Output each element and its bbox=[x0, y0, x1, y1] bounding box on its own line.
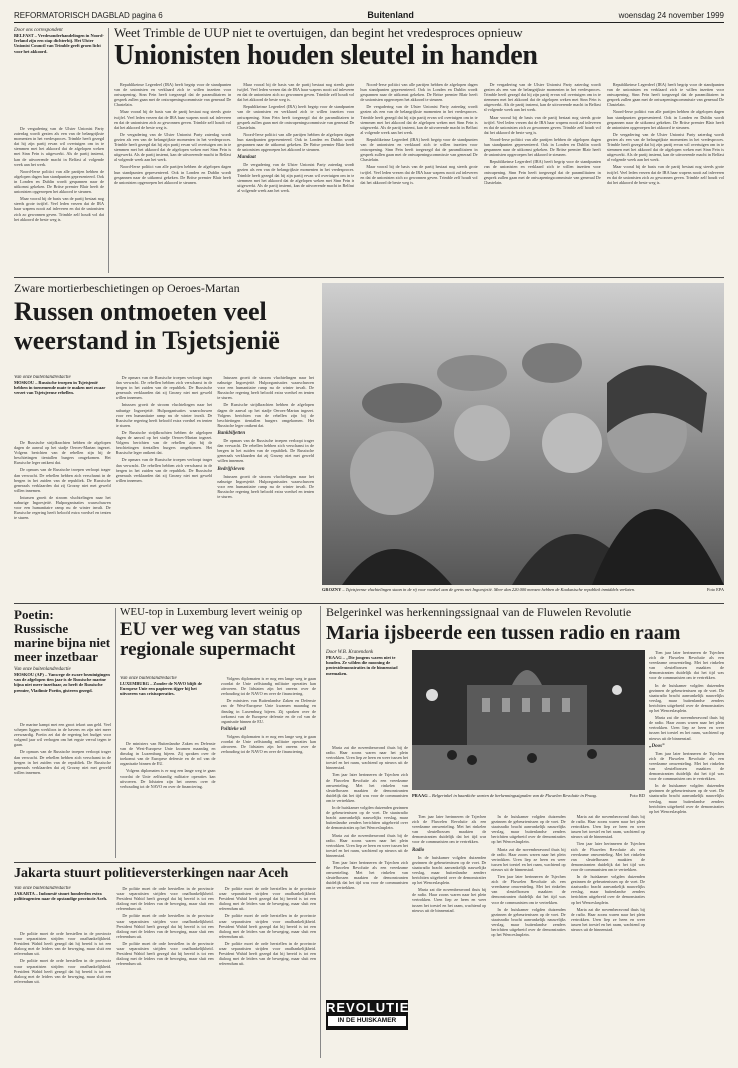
article-subhead: Radio bbox=[412, 847, 425, 853]
article-byline: Van onze buitenlandredactie bbox=[14, 886, 71, 891]
caption-text: Belgerinkel in haardiche warten de herkenningssignalen van de Fluwelen Revolutie in Praag. bbox=[432, 793, 597, 798]
article-ulster-left-column bbox=[14, 28, 104, 273]
article-byline: Van onze buitenlandredactie bbox=[14, 375, 71, 380]
section-divider bbox=[14, 277, 724, 278]
masthead bbox=[14, 8, 724, 23]
article-headline: Maria ijsbeerde een tussen radio en raam bbox=[326, 622, 681, 644]
article-prague-left-column: Door W.B. Kranendonk PRAAG – „Die jongens waren niet te houden. Ze wilden die mooning de protestdemonstraties in de binnenstad meemaken. Maria zat die novemberavond thuis bij de radio. Haar zoons waren naar het plein vertrokken. Uren liep ze heen en weer tussen het toestel en het raam, wachtend op nieuws uit de binnenstad. Tien jaar later herinneren de Tsjechen zich de Fluwelen Revolutie als een vreedzame omwenteling. Met het rinkelen van sleutelbossen maakten de demonstranten duidelijk dat het tijd was voor de communisten om te vertrekken. In de huiskamer volgden duizenden gezinnen de gebeurtenissen op de voet. De staatsradio bracht aanvankelijk nauwelijks verslag, maar buitenlandse zenders berichtten uitgebreid over de demonstraties op het Wenceslasplein. Maria zat die novemberavond thuis bij de radio. Haar zoons waren naar het plein vertrokken. Uren liep ze heen en weer tussen het toestel en het raam, wachtend op nieuws uit de binnenstad. Tien jaar later herinneren de Tsjechen zich de Fluwelen Revolutie als een vreedzame omwenteling. Met het rinkelen van sleutelbossen maakten de demonstranten duidelijk dat het tijd was voor de communisten om te vertrekken. bbox=[326, 650, 408, 891]
article-chechnya-header bbox=[14, 281, 314, 355]
photo-caption: PRAAG – Belgerinkel in haardiche warten de herkenningssignalen van de Fluwelen Revolutie in Praag. Foto RD bbox=[412, 793, 645, 798]
article-intro: LUXEMBURG – Zonder de NAVO blijft de Europese Unie een papieren tijger bij het uitvoeren van crisisoperaties. bbox=[120, 681, 202, 697]
article-headline: Unionisten houden sleutel in handen bbox=[114, 40, 538, 71]
article-kicker: Belgerinkel was herkenningssignaal van de Fluwelen Revolutie bbox=[326, 605, 632, 619]
article-ulster-body: Republikeinse Legerdeel (IRA) heeft begrip voor de standpunten van de unionisten en verklaard zich te willen inzetten voor ontwapening. Sinn Fein heeft toegezegd dat de paramilitairen in gesprek zullen gaan met de ontwapeningscommissie van generaal De Chastelain. Maar vooral bij de basis van de partij bestaat nog steeds grote twijfel. Veel leden vrezen dat de IRA haar wapens nooit zal inleveren en dat de unionisten zich zo gewonnen geven. Trimble zelf houdt vol dat het akkoord de beste weg is. De vergadering van de Ulster Unionist Party zaterdag wordt gezien als een van de belangrijkste momenten in het vredesproces. Trimble heeft gezegd dat hij zijn partij ervan wil overtuigen om in te stemmen met het akkoord dat de afgelopen weken met Sinn Fein is uitgewerkt. Als de partij instemt, kan de uitvoerende macht in Belfast al volgende week aan het werk. Noord-Ierse politici van alle partijen hebben de afgelopen dagen hun standpunten gepresenteerd. Ook in Londen en Dublin wordt gespannen naar de uitkomst gekeken. De Britse premier Blair heeft de unionisten opgeroepen het akkoord te steunen. Maar vooral bij de basis van de partij bestaat nog steeds grote twijfel. Veel leden vrezen dat de IRA haar wapens nooit zal inleveren en dat de unionisten zich zo gewonnen geven. Trimble zelf houdt vol dat het akkoord de beste weg is. Republikeinse Legerdeel (IRA) heeft begrip voor de standpunten van de unionisten en verklaard zich te willen inzetten voor ontwapening. Sinn Fein heeft toegezegd dat de paramilitairen in gesprek zullen gaan met de ontwapeningscommissie van generaal De Chastelain. Noord-Ierse politici van alle partijen hebben de afgelopen dagen hun standpunten gepresenteerd. Ook in Londen en Dublin wordt gespannen naar de uitkomst gekeken. De Britse premier Blair heeft de unionisten opgeroepen het akkoord te steunen. Mandaat De vergadering van de Ulster Unionist Party zaterdag wordt gezien als een van de belangrijkste momenten in het vredesproces. Trimble heeft gezegd dat hij zijn partij ervan wil overtuigen om in te stemmen met het akkoord dat de afgelopen weken met Sinn Fein is uitgewerkt. Als de partij instemt, kan de uitvoerende macht in Belfast al volgende week aan het werk. Noord-Ierse politici van alle partijen hebben de afgelopen dagen hun standpunten gepresenteerd. Ook in Londen en Dublin wordt gespannen naar de uitkomst gekeken. De Britse premier Blair heeft de unionisten opgeroepen het akkoord te steunen. De vergadering van de Ulster Unionist Party zaterdag wordt gezien als een van de belangrijkste momenten in het vredesproces. Trimble heeft gezegd dat hij zijn partij ervan wil overtuigen om in te stemmen met het akkoord dat de afgelopen weken met Sinn Fein is uitgewerkt. Als de partij instemt, kan de uitvoerende macht in Belfast al volgende week aan het werk. Republikeinse Legerdeel (IRA) heeft begrip voor de standpunten van de unionisten en verklaard zich te willen inzetten voor ontwapening. Sinn Fein heeft toegezegd dat de paramilitairen in gesprek zullen gaan met de ontwapeningscommissie van generaal De Chastelain. Maar vooral bij de basis van de partij bestaat nog steeds grote twijfel. Veel leden vrezen dat de IRA haar wapens nooit zal inleveren en dat de unionisten zich zo gewonnen geven. Trimble zelf houdt vol dat het akkoord de beste weg is. De vergadering van de Ulster Unionist Party zaterdag wordt gezien als een van de belangrijkste momenten in het vredesproces. Trimble heeft gezegd dat hij zijn partij ervan wil overtuigen om in te stemmen met het akkoord dat de afgelopen weken met Sinn Fein is uitgewerkt. Als de partij instemt, kan de uitvoerende macht in Belfast al volgende week aan het werk. Maar vooral bij de basis van de partij bestaat nog steeds grote twijfel. Veel leden vrezen dat de IRA haar wapens nooit zal inleveren en dat de unionisten zich zo gewonnen geven. Trimble zelf houdt vol dat het akkoord de beste weg is. Noord-Ierse politici van alle partijen hebben de afgelopen dagen hun standpunten gepresenteerd. Ook in Londen en Dublin wordt gespannen naar de uitkomst gekeken. De Britse premier Blair heeft de unionisten opgeroepen het akkoord te steunen. Republikeinse Legerdeel (IRA) heeft begrip voor de standpunten van de unionisten en verklaard zich te willen inzetten voor ontwapening. Sinn Fein heeft toegezegd dat de paramilitairen in gesprek zullen gaan met de ontwapeningscommissie van generaal De Chastelain. Republikeinse Legerdeel (IRA) heeft begrip voor de standpunten van de unionisten en verklaard zich te willen inzetten voor ontwapening. Sinn Fein heeft toegezegd dat de paramilitairen in gesprek zullen gaan met de ontwapeningscommissie van generaal De Chastelain. Noord-Ierse politici van alle partijen hebben de afgelopen dagen hun standpunten gepresenteerd. Ook in Londen en Dublin wordt gespannen naar de uitkomst gekeken. De Britse premier Blair heeft de unionisten opgeroepen het akkoord te steunen. De vergadering van de Ulster Unionist Party zaterdag wordt gezien als een van de belangrijkste momenten in het vredesproces. Trimble heeft gezegd dat hij zijn partij ervan wil overtuigen om in te stemmen met het akkoord dat de afgelopen weken met Sinn Fein is uitgewerkt. Als de partij instemt, kan de uitvoerende macht in Belfast al volgende week aan het werk. Maar vooral bij de basis van de partij bestaat nog steeds grote twijfel. Veel leden vrezen dat de IRA haar wapens nooit zal inleveren en dat de unionisten zich zo gewonnen geven. Trimble zelf houdt vol dat het akkoord de beste weg is. bbox=[114, 82, 725, 193]
article-prague-right-column: Tien jaar later herinneren de Tsjechen zich de Fluwelen Revolutie als een vreedzame omwenteling. Met het rinkelen van sleutelbossen maakten de demonstranten duidelijk dat het tijd was voor de communisten om te vertrekken. In de huiskamer volgden duizenden gezinnen de gebeurtenissen op de voet. De staatsradio bracht aanvankelijk nauwelijks verslag, maar buitenlandse zenders berichtten uitgebreid over de demonstraties op het Wenceslasplein. Maria zat die novemberavond thuis bij de radio. Haar zoons waren naar het plein vertrokken. Uren liep ze heen en weer tussen het toestel en het raam, wachtend op nieuws uit de binnenstad. „Doos” Tien jaar later herinneren de Tsjechen zich de Fluwelen Revolutie als een vreedzame omwenteling. Met het rinkelen van sleutelbossen maakten de demonstranten duidelijk dat het tijd was voor de communisten om te vertrekken. In de huiskamer volgden duizenden gezinnen de gebeurtenissen op de voet. De staatsradio bracht aanvankelijk nauwelijks verslag, maar buitenlandse zenders berichtten uitgebreid over de demonstraties op het Wenceslasplein. bbox=[649, 650, 724, 814]
photo-prague-image bbox=[412, 650, 645, 790]
photo-prague-square bbox=[412, 650, 645, 790]
article-headline: Jakarta stuurt politieversterkingen naar Aceh bbox=[14, 866, 289, 881]
article-subhead: Bankbiljetten bbox=[217, 430, 246, 436]
column-divider bbox=[115, 608, 116, 858]
article-kicker: WEU-top in Luxemburg levert weinig op bbox=[120, 606, 303, 618]
article-body: De vergadering van de Ulster Unionist Party zaterdag wordt gezien als een van de belangrijkste momenten in het vredesproces. Trimble heeft gezegd dat hij zijn partij ervan wil overtuigen om in te stemmen met het akkoord dat de afgelopen weken met Sinn Fein is uitgewerkt. Als de partij instemt, kan de uitvoerende macht in Belfast al volgende week aan het werk. Noord-Ierse politici van alle partijen hebben de afgelopen dagen hun standpunten gepresenteerd. Ook in Londen en Dublin wordt gespannen naar de uitkomst gekeken. De Britse premier Blair heeft de unionisten opgeroepen het akkoord te steunen. Maar vooral bij de basis van de partij bestaat nog steeds grote twijfel. Veel leden vrezen dat de IRA haar wapens nooit zal inleveren en dat de unionisten zich zo gewonnen geven. Trimble zelf houdt vol dat het akkoord de beste weg is. bbox=[14, 126, 104, 222]
logo-text-top: REVOLUTIE bbox=[326, 1000, 410, 1015]
article-intro: JAKARTA – Indonesië stuurt honderden extra politieagenten naar de opstandige provincie Aceh. bbox=[14, 891, 108, 902]
photo-credit: Foto EPA bbox=[706, 587, 724, 592]
article-chechnya-body: Van onze buitenlandredactie MOSKOU – Russische troepen in Tsjetsjenië hebben in toenemende mate te maken met zwaar verzet van Tsjetsjeense rebellen. De Russische strijdkrachten hebben de afgelopen dagen de aanval op het stadje Oeroes-Martan ingezet. Volgens berichten van de rebellen zijn bij de beschietingen tientallen burgers omgekomen. Het Russische leger ontkent dat. De opmars van de Russische troepen verloopt trager dan verwacht. De rebellen hebben zich verschanst in de bergen in het zuiden van de republiek. De Russische generaals verklaarden dat zij Grozny niet met geweld willen innemen. Intussen groeit de stroom vluchtelingen naar het naburige Ingoesjetië. Hulporganisaties waarschuwen voor een humanitaire ramp nu de winter invalt. De Russische regering heeft beloofd extra voedsel en tenten te sturen. De opmars van de Russische troepen verloopt trager dan verwacht. De rebellen hebben zich verschanst in de bergen in het zuiden van de republiek. De Russische generaals verklaarden dat zij Grozny niet met geweld willen innemen. Intussen groeit de stroom vluchtelingen naar het naburige Ingoesjetië. Hulporganisaties waarschuwen voor een humanitaire ramp nu de winter invalt. De Russische regering heeft beloofd extra voedsel en tenten te sturen. De Russische strijdkrachten hebben de afgelopen dagen de aanval op het stadje Oeroes-Martan ingezet. Volgens berichten van de rebellen zijn bij de beschietingen tientallen burgers omgekomen. Het Russische leger ontkent dat. De opmars van de Russische troepen verloopt trager dan verwacht. De rebellen hebben zich verschanst in de bergen in het zuiden van de republiek. De Russische generaals verklaarden dat zij Grozny niet met geweld willen innemen. Intussen groeit de stroom vluchtelingen naar het naburige Ingoesjetië. Hulporganisaties waarschuwen voor een humanitaire ramp nu de winter invalt. De Russische regering heeft beloofd extra voedsel en tenten te sturen. De Russische strijdkrachten hebben de afgelopen dagen de aanval op het stadje Oeroes-Martan ingezet. Volgens berichten van de rebellen zijn bij de beschietingen tientallen burgers omgekomen. Het Russische leger ontkent dat. Bankbiljetten De opmars van de Russische troepen verloopt trager dan verwacht. De rebellen hebben zich verschanst in de bergen in het zuiden van de republiek. De Russische generaals verklaarden dat zij Grozny niet met geweld willen innemen. Bedrijfsleven Intussen groeit de stroom vluchtelingen naar het naburige Ingoesjetië. Hulporganisaties waarschuwen voor een humanitaire ramp nu de winter invalt. De Russische regering heeft beloofd extra voedsel en tenten te sturen. bbox=[14, 375, 315, 521]
article-subhead: Mandaat bbox=[237, 155, 256, 161]
article-subhead: Politieke wil bbox=[220, 726, 246, 732]
masthead-date: woensdag 24 november 1999 bbox=[618, 10, 724, 20]
photo-grozny-refugees bbox=[322, 283, 724, 585]
caption-text: Tsjetsjeense vluchtelingen staan in de rij voor voedsel aan de grens met Ingoesjetië. Meer dan 220.000 mensen hebben de Kaukasische republiek inmiddels verlaten. bbox=[345, 587, 636, 592]
article-weu-header bbox=[120, 606, 316, 660]
caption-dateline: GROZNY bbox=[322, 587, 342, 592]
article-intro: MOSKOU – Russische troepen in Tsjetsjenië hebben in toenemende mate te maken met zwaar verzet van Tsjetsjeense rebellen. bbox=[14, 380, 106, 396]
caption-dateline: PRAAG bbox=[412, 793, 428, 798]
column-divider bbox=[320, 606, 321, 1058]
article-intro: BELFAST – Vredesonderhandelingen in Noord-Ierland zijn een stap dichterbij. Het Ulster Unionist Council van Trimble geeft groen licht voor het akkoord. bbox=[14, 33, 104, 54]
logo-text-bottom: IN DE HUISKAMER bbox=[328, 1016, 406, 1026]
article-weu-body: Van onze buitenlandredactie LUXEMBURG – Zonder de NAVO blijft de Europese Unie een papieren tijger bij het uitvoeren van crisisoperaties. De ministers van Buitenlandse Zaken en Defensie van de West-Europese Unie kwamen maandag en dinsdag in Luxemburg bijeen. Zij spraken over de toekomst van de Europese defensie en de rol van de organisatie binnen de EU. Volgens diplomaten is er nog een lange weg te gaan voordat de Unie zelfstandig militaire operaties kan uitvoeren. De lidstaten zijn het oneens over de verhouding tot de NAVO en over de financiering. Volgens diplomaten is er nog een lange weg te gaan voordat de Unie zelfstandig militaire operaties kan uitvoeren. De lidstaten zijn het oneens over de verhouding tot de NAVO en over de financiering. De ministers van Buitenlandse Zaken en Defensie van de West-Europese Unie kwamen maandag en dinsdag in Luxemburg bijeen. Zij spraken over de toekomst van de Europese defensie en de rol van de organisatie binnen de EU. Politieke wil Volgens diplomaten is er nog een lange weg te gaan voordat de Unie zelfstandig militaire operaties kan uitvoeren. De lidstaten zijn het oneens over de verhouding tot de NAVO en over de financiering. bbox=[120, 676, 316, 789]
masthead-section: Buitenland bbox=[367, 10, 414, 20]
photo-caption: GROZNY – Tsjetsjeense vluchtelingen staan in de rij voor voedsel aan de grens met Ingoesjetië. Meer dan 220.000 mensen hebben de Kaukasische republiek inmiddels verlaten. Foto EPA bbox=[322, 587, 724, 592]
photo-grozny-image bbox=[322, 283, 724, 585]
section-divider bbox=[14, 603, 724, 604]
revolutie-logo bbox=[326, 1000, 408, 1030]
article-kicker: Zware mortierbeschietingen op Oeroes-Martan bbox=[14, 281, 240, 295]
article-ulster-header bbox=[114, 26, 724, 70]
article-subhead-2: „Doos” bbox=[649, 743, 665, 749]
article-intro: PRAAG – „Die jongens waren niet te houden. Ze wilden die mooning de protestdemonstraties in de binnenstad meemaken. bbox=[326, 655, 398, 676]
column-divider bbox=[108, 28, 109, 273]
article-byline: Door W.B. Kranendonk bbox=[326, 650, 374, 655]
photo-credit: Foto RD bbox=[629, 793, 645, 798]
article-byline: Van onze buitenlandredactie bbox=[120, 676, 177, 681]
article-kicker: Weet Trimble de UUP niet te overtuigen, dan begint het vredesproces opnieuw bbox=[114, 25, 523, 40]
article-intro: MOSKOU (AP) – Vanwege de zware bezuinigingen van de afgelopen tien jaar is de Russische marine bijna niet meer inzetbaar, zo heeft de Russische premier, Vladimir Poetin, gisteren gezegd. bbox=[14, 672, 110, 693]
article-subhead-2: Bedrijfsleven bbox=[217, 466, 245, 472]
article-putin: Poetin: Russische marine bijna niet meer inzetbaar Van onze buitenlandredactie MOSKOU (AP) – Vanwege de zware bezuinigingen van de afgelopen tien jaar is de Russische marine bijna niet meer inzetbaar, zo heeft de Russische premier, Vladimir Poetin, gisteren gezegd. De marine kampt met een groot tekort aan geld. Veel schepen liggen werkloos in de havens en zijn niet meer zeewaardig. Poetin zei dat de regering het budget voor volgend jaar wil verhogen om het ergste verval tegen te gaan. De opmars van de Russische troepen verloopt trager dan verwacht. De rebellen hebben zich verschanst in de bergen in het zuiden van de republiek. De Russische generaals verklaarden dat zij Grozny niet met geweld willen innemen. bbox=[14, 607, 111, 775]
article-byline: Van onze buitenlandredactie bbox=[14, 667, 71, 672]
article-prague-header bbox=[326, 606, 724, 644]
article-jakarta-body: Van onze buitenlandredactie JAKARTA – Indonesië stuurt honderden extra politieagenten naar de opstandige provincie Aceh. De politie moet de orde herstellen in de provincie waar separatisten strijden voor onafhankelijkheid. President Wahid heeft gezegd dat hij bereid is tot een dialoog met de leiders van de beweging, maar sluit een referendum uit. De politie moet de orde herstellen in de provincie waar separatisten strijden voor onafhankelijkheid. President Wahid heeft gezegd dat hij bereid is tot een dialoog met de leiders van de beweging, maar sluit een referendum uit. De politie moet de orde herstellen in de provincie waar separatisten strijden voor onafhankelijkheid. President Wahid heeft gezegd dat hij bereid is tot een dialoog met de leiders van de beweging, maar sluit een referendum uit. De politie moet de orde herstellen in de provincie waar separatisten strijden voor onafhankelijkheid. President Wahid heeft gezegd dat hij bereid is tot een dialoog met de leiders van de beweging, maar sluit een referendum uit. De politie moet de orde herstellen in de provincie waar separatisten strijden voor onafhankelijkheid. President Wahid heeft gezegd dat hij bereid is tot een dialoog met de leiders van de beweging, maar sluit een referendum uit. De politie moet de orde herstellen in de provincie waar separatisten strijden voor onafhankelijkheid. President Wahid heeft gezegd dat hij bereid is tot een dialoog met de leiders van de beweging, maar sluit een referendum uit. De politie moet de orde herstellen in de provincie waar separatisten strijden voor onafhankelijkheid. President Wahid heeft gezegd dat hij bereid is tot een dialoog met de leiders van de beweging, maar sluit een referendum uit. De politie moet de orde herstellen in de provincie waar separatisten strijden voor onafhankelijkheid. President Wahid heeft gezegd dat hij bereid is tot een dialoog met de leiders van de beweging, maar sluit een referendum uit. bbox=[14, 886, 316, 984]
article-headline: Poetin: Russische marine bijna niet meer inzetbaar bbox=[14, 607, 111, 664]
article-jakarta-header bbox=[14, 866, 316, 881]
article-byline: Door ons correspondent bbox=[14, 28, 63, 33]
article-headline: Russen ontmoeten veel weerstand in Tsjetsjenië bbox=[14, 297, 280, 355]
section-divider bbox=[14, 862, 316, 863]
masthead-paper-page: REFORMATORISCH DAGBLAD pagina 6 bbox=[14, 10, 163, 20]
article-headline: EU ver weg van status regionale supermacht bbox=[120, 619, 301, 660]
article-prague-body: Tien jaar later herinneren de Tsjechen zich de Fluwelen Revolutie als een vreedzame omwenteling. Met het rinkelen van sleutelbossen maakten de demonstranten duidelijk dat het tijd was voor de communisten om te vertrekken. Radio In de huiskamer volgden duizenden gezinnen de gebeurtenissen op de voet. De staatsradio bracht aanvankelijk nauwelijks verslag, maar buitenlandse zenders berichtten uitgebreid over de demonstraties op het Wenceslasplein. Maria zat die novemberavond thuis bij de radio. Haar zoons waren naar het plein vertrokken. Uren liep ze heen en weer tussen het toestel en het raam, wachtend op nieuws uit de binnenstad. In de huiskamer volgden duizenden gezinnen de gebeurtenissen op de voet. De staatsradio bracht aanvankelijk nauwelijks verslag, maar buitenlandse zenders berichtten uitgebreid over de demonstraties op het Wenceslasplein. Maria zat die novemberavond thuis bij de radio. Haar zoons waren naar het plein vertrokken. Uren liep ze heen en weer tussen het toestel en het raam, wachtend op nieuws uit de binnenstad. Tien jaar later herinneren de Tsjechen zich de Fluwelen Revolutie als een vreedzame omwenteling. Met het rinkelen van sleutelbossen maakten de demonstranten duidelijk dat het tijd was voor de communisten om te vertrekken. In de huiskamer volgden duizenden gezinnen de gebeurtenissen op de voet. De staatsradio bracht aanvankelijk nauwelijks verslag, maar buitenlandse zenders berichtten uitgebreid over de demonstraties op het Wenceslasplein. Maria zat die novemberavond thuis bij de radio. Haar zoons waren naar het plein vertrokken. Uren liep ze heen en weer tussen het toestel en het raam, wachtend op nieuws uit de binnenstad. Tien jaar later herinneren de Tsjechen zich de Fluwelen Revolutie als een vreedzame omwenteling. Met het rinkelen van sleutelbossen maakten de demonstranten duidelijk dat het tijd was voor de communisten om te vertrekken. In de huiskamer volgden duizenden gezinnen de gebeurtenissen op de voet. De staatsradio bracht aanvankelijk nauwelijks verslag, maar buitenlandse zenders berichtten uitgebreid over de demonstraties op het Wenceslasplein. Maria zat die novemberavond thuis bij de radio. Haar zoons waren naar het plein vertrokken. Uren liep ze heen en weer tussen het toestel en het raam, wachtend op nieuws uit de binnenstad. bbox=[412, 814, 645, 938]
